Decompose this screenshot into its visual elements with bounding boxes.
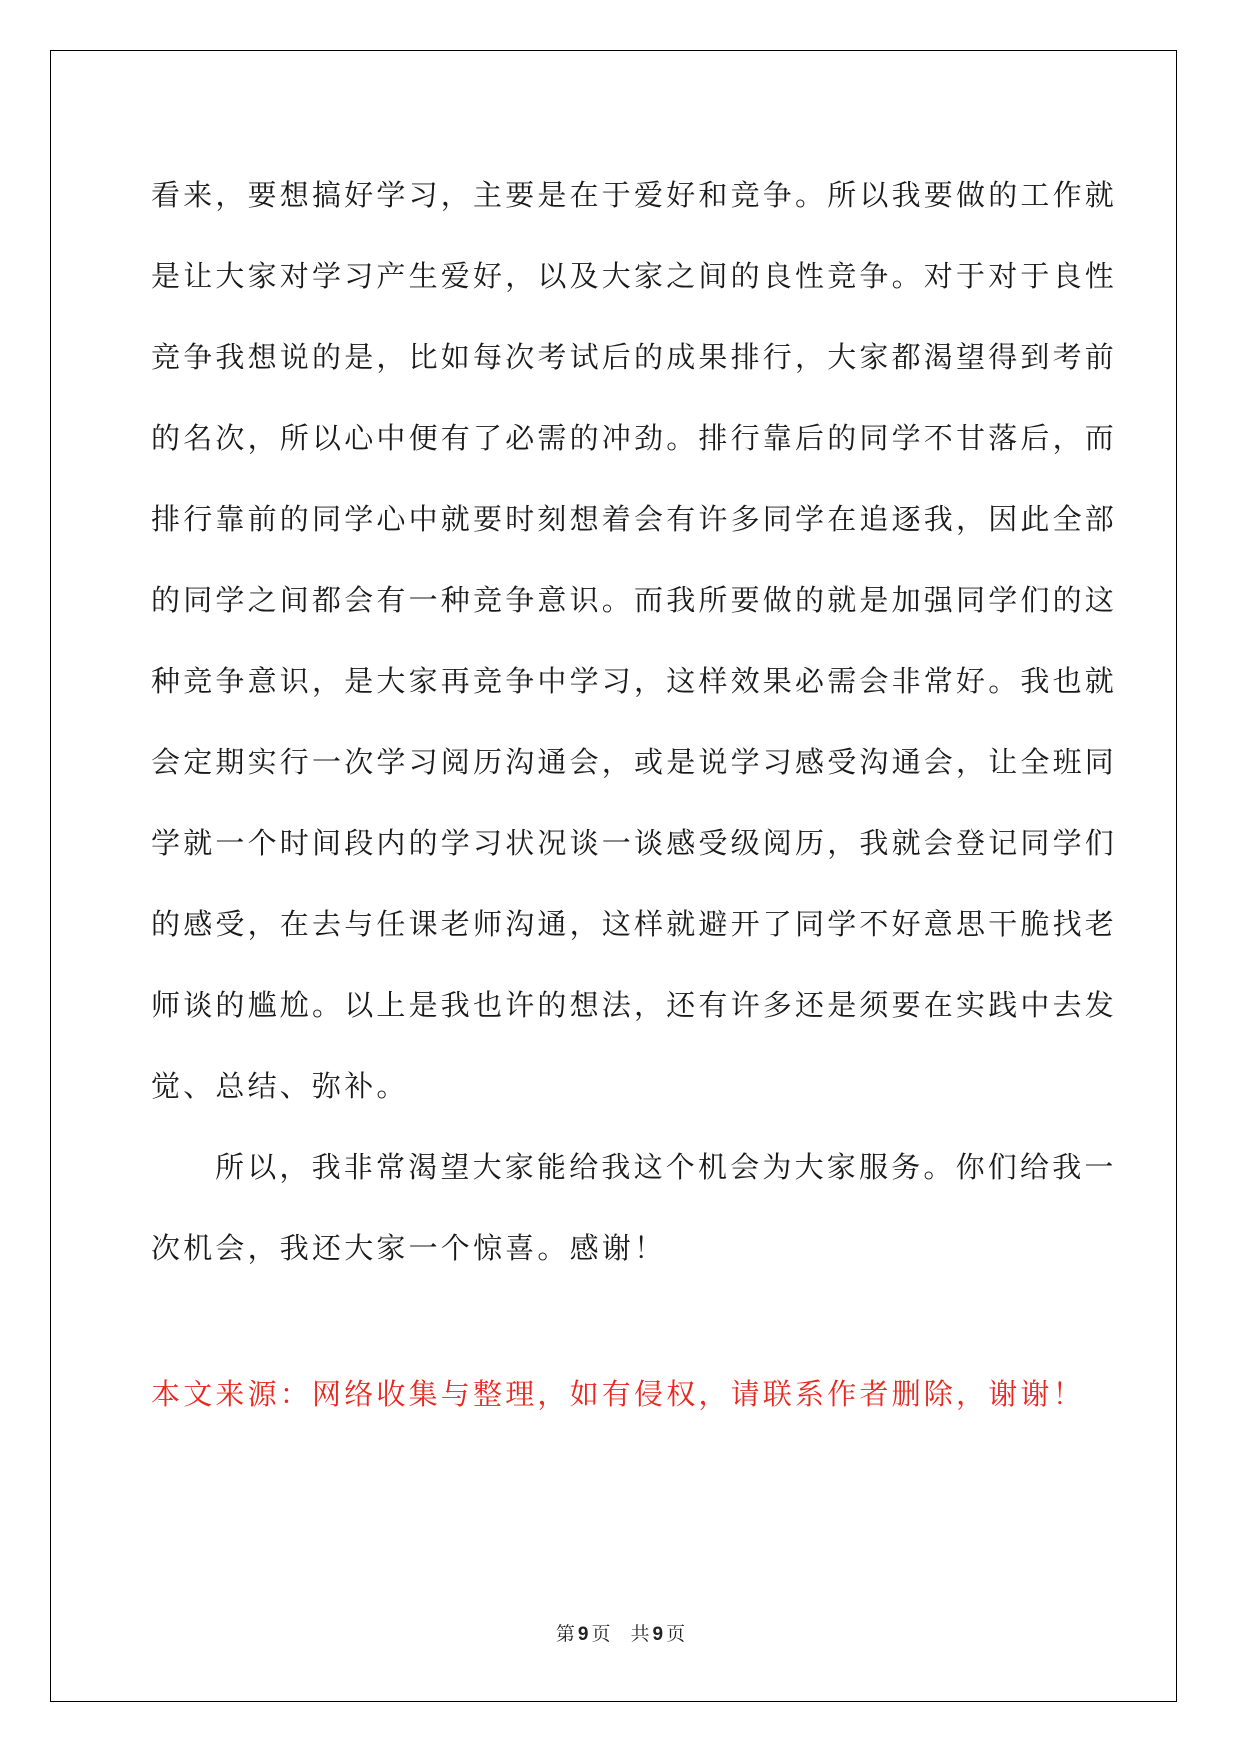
paragraph-line: 种竞争意识，是大家再竞争中学习，这样效果必需会非常好。我也就 — [151, 664, 1118, 698]
paragraph-line: 的同学之间都会有一种竞争意识。而我所要做的就是加强同学们的这 — [151, 583, 1118, 617]
page-prefix: 第 — [555, 1623, 575, 1645]
total-pages-number: 9 — [652, 1624, 664, 1645]
paragraph-2 — [151, 1127, 1117, 1289]
total-suffix: 页 — [666, 1623, 686, 1645]
paragraph-line: 会定期实行一次学习阅历沟通会，或是说学习感受沟通会，让全班同 — [151, 745, 1118, 779]
paragraph-line: 排行靠前的同学心中就要时刻想着会有许多同学在追逐我，因此全部 — [151, 502, 1118, 536]
paragraph-line: 的感受，在去与任课老师沟通，这样就避开了同学不好意思干脆找老 — [151, 907, 1118, 941]
paragraph-line: 次机会，我还大家一个惊喜。感谢！ — [151, 1231, 667, 1265]
paragraph-line: 的名次，所以心中便有了必需的冲劲。排行靠后的同学不甘落后，而 — [151, 421, 1118, 455]
source-note: 本文来源：网络收集与整理，如有侵权，请联系作者删除，谢谢！ — [151, 1377, 1085, 1411]
paragraph-line: 学就一个时间段内的学习状况谈一谈感受级阅历，我就会登记同学们 — [151, 826, 1118, 860]
paragraph-line: 师谈的尴尬。以上是我也许的想法，还有许多还是须要在实践中去发 — [151, 988, 1118, 1022]
total-prefix: 共 — [630, 1623, 650, 1645]
document-body — [151, 155, 1118, 1289]
current-page-number: 9 — [577, 1624, 589, 1645]
page-suffix: 页 — [591, 1623, 611, 1645]
page-footer — [0, 1619, 1241, 1646]
paragraph-line: 竞争我想说的是，比如每次考试后的成果排行，大家都渴望得到考前 — [151, 340, 1118, 374]
paragraph-1 — [151, 155, 1118, 1127]
paragraph-line: 所以，我非常渴望大家能给我这个机会为大家服务。你们给我一 — [215, 1150, 1117, 1184]
paragraph-line: 觉、总结、弥补。 — [151, 1069, 409, 1103]
paragraph-line: 看来，要想搞好学习，主要是在于爱好和竞争。所以我要做的工作就 — [151, 178, 1118, 212]
paragraph-line: 是让大家对学习产生爱好，以及大家之间的良性竞争。对于对于良性 — [151, 259, 1118, 293]
